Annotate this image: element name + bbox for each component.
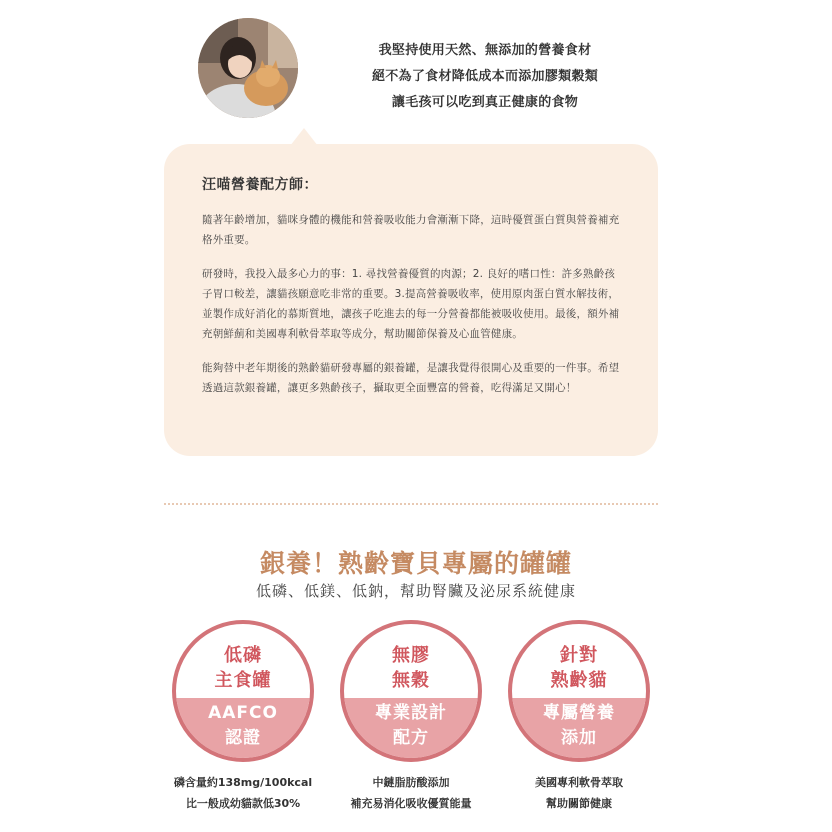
caption-line: 比一般成幼貓款低30% bbox=[185, 797, 301, 810]
badge-bottom-text: 認證 bbox=[225, 727, 261, 748]
badge-top-text: 無穀 bbox=[392, 669, 430, 691]
nutritionist-speech-bubble bbox=[164, 144, 658, 456]
bubble-title: 汪喵營養配方師： bbox=[202, 177, 318, 193]
caption-line: 中鏈脂肪酸添加 bbox=[372, 776, 450, 789]
badge-low-phosphorus bbox=[172, 620, 314, 762]
nutritionist-avatar bbox=[198, 18, 298, 118]
section-divider bbox=[164, 503, 658, 505]
badge-top bbox=[512, 624, 646, 698]
badge-top-text: 無膠 bbox=[392, 644, 430, 666]
badge-top-text: 低磷 bbox=[224, 644, 262, 666]
badge-bottom bbox=[176, 698, 310, 758]
feature-subline: 低磷、低鎂、低鈉，幫助腎臟及泌尿系統健康 bbox=[255, 582, 576, 600]
badge-bottom-text: 專業設計 bbox=[375, 702, 447, 723]
badge-top bbox=[176, 624, 310, 698]
caption-line: 補充易消化吸收優質能量 bbox=[350, 797, 472, 810]
bubble-paragraph: 能夠替中老年期後的熟齡貓研發專屬的銀養罐，是讓我覺得很開心及重要的一件事。希望透過這款銀養罐，讓更多熟齡孩子，攝取更全面豐富的營養，吃得滿足又開心！ bbox=[202, 362, 620, 394]
quote-line: 我堅持使用天然、無添加的營養食材 bbox=[378, 43, 592, 58]
badge-bottom-text: 配方 bbox=[393, 727, 429, 748]
feature-headline: 銀養！熟齡寶貝專屬的罐罐 bbox=[259, 549, 572, 578]
badge-grain-free bbox=[340, 620, 482, 762]
intro-quote bbox=[330, 38, 640, 116]
badge-bottom bbox=[512, 698, 646, 758]
caption-line: 美國專利軟骨萃取 bbox=[535, 776, 623, 789]
badge-top-text: 熟齡貓 bbox=[550, 669, 608, 691]
badge-bottom-text: AAFCO bbox=[208, 702, 278, 723]
caption-line: 幫助關節健康 bbox=[546, 797, 612, 810]
badge-top bbox=[344, 624, 478, 698]
quote-line: 讓毛孩可以吃到真正健康的食物 bbox=[391, 95, 579, 110]
badge-caption bbox=[479, 772, 679, 814]
quote-line: 絕不為了食材降低成本而添加膠類穀類 bbox=[371, 69, 599, 84]
badge-bottom bbox=[344, 698, 478, 758]
badge-top-text: 主食罐 bbox=[214, 669, 272, 691]
badge-bottom-text: 添加 bbox=[561, 727, 597, 748]
badge-senior-cat bbox=[508, 620, 650, 762]
badge-bottom-text: 專屬營養 bbox=[543, 702, 615, 723]
bubble-paragraph: 研發時，我投入最多心力的事：1. 尋找營養優質的肉源；2. 良好的嗜口性：許多熟齡孩子胃口較差，讓貓孩願意吃非常的重要。3.提高營養吸收率，使用原肉蛋白質水解技術，並製作成好消化的慕斯質地，讓孩子吃進去的每一分營養都能被吸收使用。最後，額外補充朝鮮薊和美國專利軟骨萃取等成分，幫助關節保養及心血管健康。 bbox=[202, 268, 620, 340]
bubble-paragraph: 隨著年齡增加，貓咪身體的機能和營養吸收能力會漸漸下降，這時優質蛋白質與營養補充格外重要。 bbox=[202, 214, 620, 246]
nutritionist-photo bbox=[198, 18, 298, 118]
badge-top-text: 針對 bbox=[560, 644, 598, 666]
caption-line: 磷含量約138mg/100kcal bbox=[173, 776, 313, 789]
